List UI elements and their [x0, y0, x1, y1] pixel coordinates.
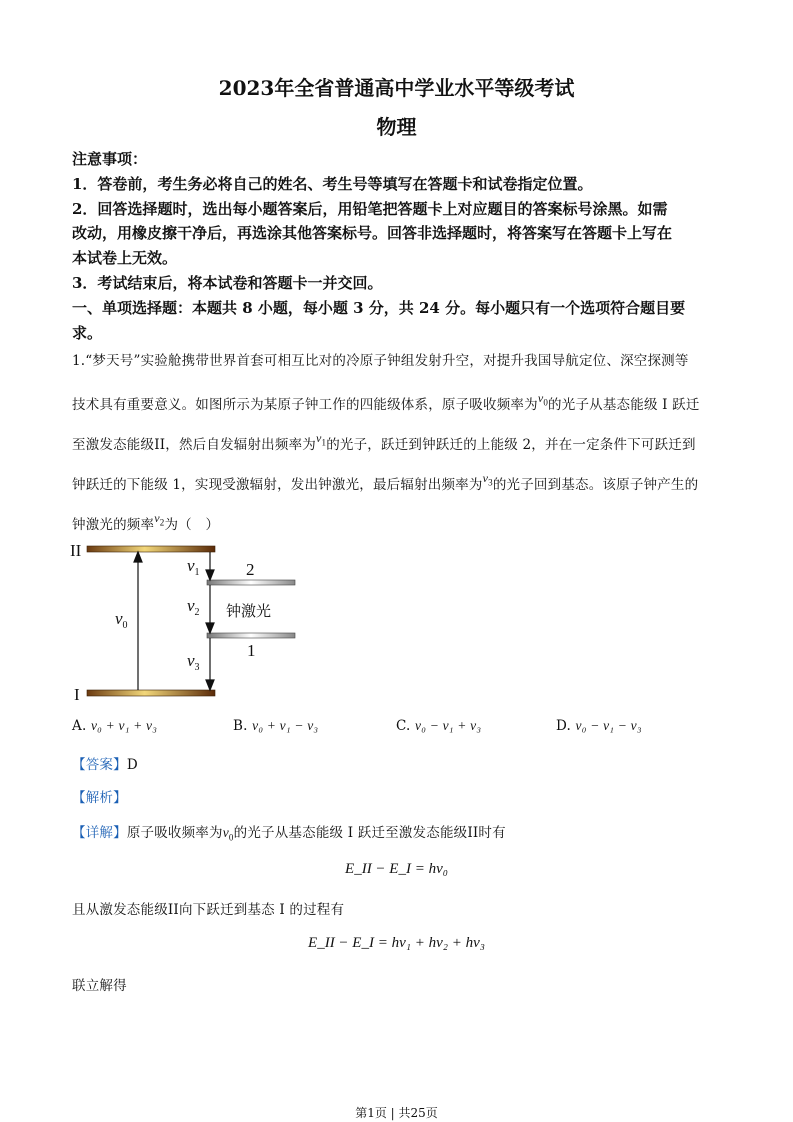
- equation-2: E_II − E_I = hv₁ + hv₂ + hv₃: [308, 935, 485, 951]
- notes-heading: 注意事项：: [72, 150, 148, 168]
- option-d: D. v₀ − v₁ − v₃: [556, 718, 642, 734]
- note-line: 2．回答选择题时，选出每小题答案后，用铅笔把答题卡上对应题目的答案标号涂黑。如需: [72, 200, 668, 218]
- option-a: A. v₀ + v₁ + v₃: [72, 718, 158, 734]
- level-II-bar: [87, 546, 215, 552]
- label-v1: $v_1$: [187, 556, 200, 578]
- label-v3: $v_3$: [187, 651, 200, 673]
- note-line: 改动，用橡皮擦干净后，再选涂其他答案标号。回答非选择题时，将答案写在答题卡上写在: [72, 224, 673, 242]
- section-heading-cont: 求。: [72, 324, 103, 342]
- detail-line: 联立解得: [72, 978, 127, 994]
- answer: 【答案】D: [72, 757, 138, 773]
- note-line: 3．考试结束后，将本试卷和答题卡一并交回。: [72, 274, 383, 292]
- label-v0: $v_0$: [115, 609, 128, 631]
- label-level-2: 2: [246, 560, 255, 579]
- detail-line: 且从激发态能级II向下跃迁到基态 I 的过程有: [72, 902, 345, 918]
- question-line: 钟跃迁的下能级 1，实现受激辐射，发出钟激光，最后辐射出频率为$v_3$的光子回到基态。该原子钟产生的: [72, 471, 699, 493]
- level-2-bar: [207, 580, 295, 585]
- arrow-up-icon: [134, 552, 142, 562]
- label-level-II: II: [70, 541, 82, 560]
- arrow-down-icon: [206, 623, 214, 633]
- section-heading: 一、单项选择题：本题共 8 小题，每小题 3 分，共 24 分。每小题只有一个选项符合题目要: [72, 299, 686, 317]
- label-v2: $v_2$: [187, 596, 200, 618]
- arrow-down-icon: [206, 570, 214, 580]
- question-line: 技术具有重要意义。如图所示为某原子钟工作的四能级体系，原子吸收频率为$v_0$的光子从基态能级 I 跃迁: [72, 391, 700, 413]
- page-footer: 第1页 | 共25页: [355, 1106, 438, 1120]
- question-line: 1.“梦天号”实验舱携带世界首套可相互比对的冷原子钟组发射升空，对提升我国导航定位、深空探测等: [72, 353, 689, 369]
- note-line: 1．答卷前，考生务必将自己的姓名、考生号等填写在答题卡和试卷指定位置。: [72, 175, 593, 193]
- analysis-tag: 【解析】: [72, 790, 127, 806]
- question-line: 至激发态能级II，然后自发辐射出频率为$v_1$的光子，跃迁到钟跃迁的上能级 2，并在一定条件下可跃迁到: [72, 431, 696, 453]
- option-b: B. v₀ + v₁ − v₃: [233, 718, 319, 734]
- level-I-bar: [87, 690, 215, 696]
- energy-level-diagram: [60, 538, 320, 703]
- label-level-1: 1: [247, 641, 256, 660]
- option-c: C. v₀ − v₁ + v₃: [396, 718, 482, 734]
- arrow-down-icon: [206, 680, 214, 690]
- question-line: 钟激光的频率$v_2$为（ ）: [72, 511, 220, 533]
- label-level-I: I: [74, 685, 80, 703]
- label-laser: 钟激光: [226, 602, 272, 620]
- subject-title: 物理: [376, 115, 417, 139]
- note-line: 本试卷上无效。: [72, 249, 178, 267]
- detail-line: 【详解】原子吸收频率为$v_0$的光子从基态能级 I 跃迁至激发态能级II时有: [72, 825, 506, 843]
- equation-1: E_II − E_I = hv₀: [345, 861, 448, 877]
- exam-title: 2023年全省普通高中学业水平等级考试: [218, 76, 575, 100]
- level-1-bar: [207, 633, 295, 638]
